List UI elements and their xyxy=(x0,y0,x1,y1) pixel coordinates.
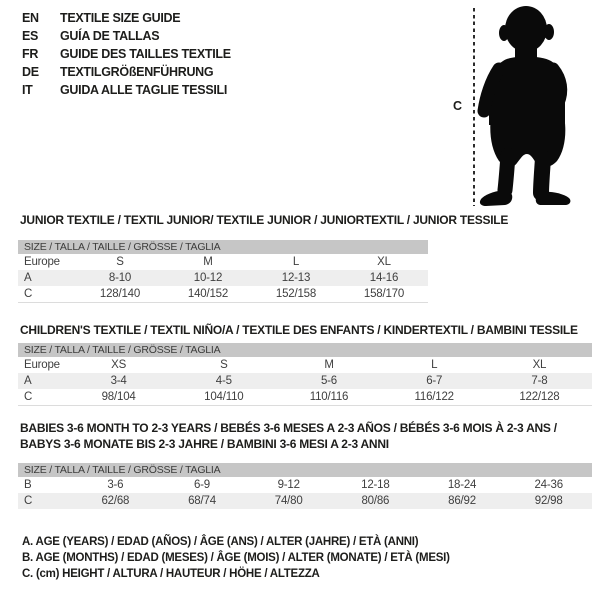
row-label: Europe xyxy=(24,359,60,371)
row-label: B xyxy=(24,479,32,491)
cell: 74/80 xyxy=(274,495,303,507)
section-title-line: CHILDREN'S TEXTILE / TEXTIL NIÑO/A / TEXTILE DES ENFANTS / KINDERTEXTIL / BAMBINI TESSILE xyxy=(20,323,578,337)
row-label: A xyxy=(24,375,32,387)
cell: 3-4 xyxy=(110,375,127,387)
language-title: GUIDE DES TAILLES TEXTILE xyxy=(60,47,231,61)
cell: 92/98 xyxy=(534,495,563,507)
language-row-de xyxy=(22,63,231,81)
language-title: GUÍA DE TALLAS xyxy=(60,29,160,43)
cell: 9-12 xyxy=(277,479,300,491)
language-code: DE xyxy=(22,65,39,79)
cell: 7-8 xyxy=(531,375,548,387)
section-title-children xyxy=(20,322,578,338)
footnote-age-months: B. AGE (MONTHS) / EDAD (MESES) / ÂGE (MOIS) / ALTER (MONATE) / ETÀ (MESI) xyxy=(22,552,450,564)
junior-size-table xyxy=(18,240,428,303)
cell: 158/170 xyxy=(363,288,405,300)
table-row-age-years xyxy=(18,373,592,389)
row-label: Europe xyxy=(24,256,60,268)
cell: 8-10 xyxy=(108,272,132,284)
toddler-silhouette-icon xyxy=(477,3,577,213)
table-size-header: SIZE / TALLA / TAILLE / GRÖSSE / TAGLIA xyxy=(18,343,592,357)
cell: M xyxy=(324,359,334,371)
language-code: ES xyxy=(22,29,39,43)
section-title-line: JUNIOR TEXTILE / TEXTIL JUNIOR/ TEXTILE JUNIOR / JUNIORTEXTIL / JUNIOR TESSILE xyxy=(20,213,509,227)
section-title-line: BABIES 3-6 MONTH TO 2-3 YEARS / BEBÉS 3-6 MESES A 2-3 AÑOS / BÉBÉS 3-6 MOIS À 2-3 ANS / xyxy=(20,421,557,435)
cell: 110/116 xyxy=(309,391,349,403)
cell: 98/104 xyxy=(101,391,136,403)
cell: 10-12 xyxy=(193,272,223,284)
cell: 5-6 xyxy=(320,375,338,387)
cell: XS xyxy=(111,359,127,371)
language-code: EN xyxy=(22,11,39,25)
height-marker-label: C xyxy=(453,99,463,113)
cell: 3-6 xyxy=(107,479,124,491)
language-title: TEXTILE SIZE GUIDE xyxy=(60,11,181,25)
height-measure-dotted-line xyxy=(473,8,475,206)
language-row-it xyxy=(22,81,231,99)
cell: 12-13 xyxy=(281,272,311,284)
table-row-age-months xyxy=(18,477,592,493)
language-title: TEXTILGRÖßENFÜHRUNG xyxy=(60,65,214,79)
table-size-header: SIZE / TALLA / TAILLE / GRÖSSE / TAGLIA xyxy=(18,463,592,477)
cell: 14-16 xyxy=(369,272,399,284)
table-row-height xyxy=(18,286,428,302)
row-label: C xyxy=(24,495,33,507)
cell: 128/140 xyxy=(99,288,141,300)
cell: 86/92 xyxy=(448,495,476,507)
language-title: GUIDA ALLE TAGLIE TESSILI xyxy=(60,83,228,97)
cell: 24-36 xyxy=(534,479,563,491)
cell: 4-5 xyxy=(215,375,232,387)
table-row-age-years xyxy=(18,270,428,286)
cell: 116/122 xyxy=(414,391,454,403)
cell: 152/158 xyxy=(275,288,317,300)
table-row-europe xyxy=(18,254,428,270)
children-size-table xyxy=(18,343,592,406)
footnote-age-years: A. AGE (YEARS) / EDAD (AÑOS) / ÂGE (ANS) / ALTER (JAHRE) / ETÀ (ANNI) xyxy=(22,536,419,548)
cell: 104/110 xyxy=(204,391,244,403)
language-row-fr xyxy=(22,45,231,63)
section-title-line: BABYS 3-6 MONATE BIS 2-3 JAHRE / BAMBINI 3-6 MESI A 2-3 ANNI xyxy=(20,437,389,451)
section-title-junior xyxy=(20,212,508,228)
footnote-height: C. (cm) HEIGHT / ALTURA / HAUTEUR / HÖHE / ALTEZZA xyxy=(22,568,320,580)
cell: 140/152 xyxy=(187,288,229,300)
cell: 12-18 xyxy=(361,479,390,491)
cell: 18-24 xyxy=(447,479,477,491)
table-row-height xyxy=(18,493,592,509)
language-title-list xyxy=(22,9,231,99)
language-row-en xyxy=(22,9,231,27)
cell: 6-9 xyxy=(193,479,211,491)
cell: XL xyxy=(377,256,391,268)
row-label: C xyxy=(24,288,33,300)
cell: 80/86 xyxy=(361,495,390,507)
cell: 122/128 xyxy=(519,391,560,403)
cell: S xyxy=(220,359,228,371)
language-row-es xyxy=(22,27,231,45)
cell: L xyxy=(292,256,300,268)
section-title-babies xyxy=(20,420,557,452)
row-label: A xyxy=(24,272,32,284)
cell: L xyxy=(431,359,438,371)
table-size-header: SIZE / TALLA / TAILLE / GRÖSSE / TAGLIA xyxy=(18,240,428,254)
row-label: C xyxy=(24,391,33,403)
table-row-height xyxy=(18,389,592,405)
babies-size-table xyxy=(18,463,592,509)
cell: M xyxy=(203,256,213,268)
cell: 62/68 xyxy=(101,495,130,507)
cell: XL xyxy=(532,359,547,371)
language-code: FR xyxy=(22,47,39,61)
cell: S xyxy=(116,256,124,268)
cell: 68/74 xyxy=(188,495,216,507)
table-row-europe xyxy=(18,357,592,373)
language-code: IT xyxy=(22,83,33,97)
legend-footnotes xyxy=(22,534,450,582)
cell: 6-7 xyxy=(426,375,443,387)
